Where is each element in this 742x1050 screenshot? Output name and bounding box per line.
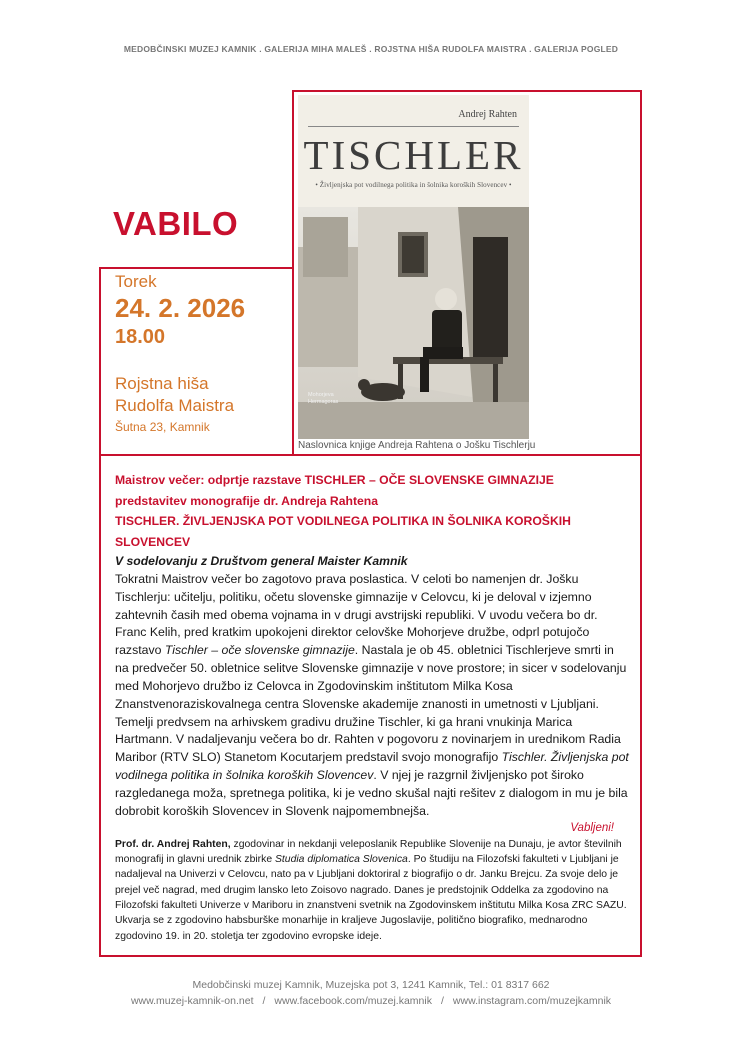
main-content bbox=[115, 470, 630, 944]
footer-separator: / bbox=[440, 995, 444, 1007]
event-day: Torek bbox=[115, 272, 157, 291]
event-description bbox=[115, 571, 630, 821]
author-bio bbox=[115, 837, 630, 945]
page-title: VABILO bbox=[113, 205, 239, 242]
monograph-title: Tischler. Življenjska pot vodilnega politika in šolnika koroških Slovencev bbox=[115, 750, 629, 783]
cover-author: Andrej Rahten bbox=[458, 109, 517, 120]
description-part-3: . V njej je razgrnil življenjsko pot široko razgledanega moža, spretnega politika, ki je vedno skušal najti rešitev z dialogom in mu je bila dobrobit koroških Slovencev in Slovenk najpomembnejša. bbox=[115, 768, 628, 818]
venue-line-2: Rudolfa Maistra bbox=[115, 396, 235, 416]
description-part-1: Tokratni Maistrov večer bo zagotovo prava poslastica. V celoti bo namenjen dr. Jošku Tischlerju: učitelju, politiku, očetu slovenske gimnazije v Celovcu, ki je deloval v izjemno zahtevnih časih med obema vojnama in v drugi avstrijski republiki. V uvodu večera bo dr. Franc Kelih, pred kratkim upokojeni direktor celovške Mohorjeve družbe, odprl potujočo razstavo bbox=[115, 571, 598, 658]
cooperation-note: V sodelovanju z Društvom general Maister Kamnik bbox=[115, 553, 408, 568]
cover-subtitle: • Življenjska pot vodilnega politika in šolnika koroških Slovencev • bbox=[315, 181, 512, 189]
exhibition-title: Tischler – oče slovenske gimnazije bbox=[164, 643, 355, 658]
bio-series-title: Studia diplomatica Slovenica bbox=[274, 853, 408, 865]
bio-part-1: zgodovinar in nekdanji veleposlanik Republike Slovenije na Dunaju, je avtor številnih monografij in glavni urednik zbirke bbox=[115, 838, 622, 865]
footer-address: Medobčinski muzej Kamnik, Muzejska pot 3, 1241 Kamnik, Tel.: 01 8317 662 bbox=[192, 979, 550, 991]
cover-divider bbox=[308, 126, 519, 127]
publisher-line-2: Hermagoras bbox=[308, 398, 339, 405]
cover-caption: Naslovnica knjige Andreja Rahtena o Jošku Tischlerju bbox=[298, 440, 536, 451]
description-part-2: . Nastala je ob 45. obletnici Tischlerjeve smrti in na predvečer 50. obletnice selitve Slovenske gimnazije v nove prostore; in sicer v sodelovanju med Mohorjevo družbo iz Celovca in Zgodovinskim inštitutom Milka Kosa Znanstvenoraziskovalnega centra Slovenske akademije znanosti in umetnosti v Ljubljani. Temelji predvsem na arhivskem gradivu družine Tischler, ki ga hrani vnukinja Marica Hartmann. V nadaljevanju večera bo dr. Rahten v pogovoru z novinarjem in urednikom Radia Maribor (RTV SLO) Stanetom Kocutarjem predstavil svojo monografijo bbox=[115, 643, 627, 765]
header-organizations: MEDOBČINSKI MUZEJ KAMNIK . GALERIJA MIHA MALEŠ . ROJSTNA HIŠA RUDOLFA MAISTRA . GALERIJA POGLED bbox=[123, 44, 619, 54]
headings bbox=[115, 470, 630, 553]
venue-line-1: Rojstna hiša bbox=[115, 374, 209, 393]
footer-separator: / bbox=[262, 995, 266, 1007]
publisher-line-1: Mohorjeva bbox=[308, 392, 334, 398]
website-link[interactable]: www.muzej-kamnik-on.net bbox=[130, 995, 254, 1007]
event-date: 24. 2. 2026 bbox=[115, 293, 246, 323]
footer-links bbox=[0, 995, 742, 1007]
event-info bbox=[115, 272, 290, 434]
welcome-note: Vabljeni! bbox=[570, 821, 614, 834]
instagram-link[interactable]: www.instagram.com/muzejkamnik bbox=[452, 995, 612, 1007]
heading-presentation: predstavitev monografije dr. Andreja Rahtena bbox=[115, 493, 379, 508]
cover-publisher bbox=[308, 392, 338, 405]
heading-exhibition: Maistrov večer: odprtje razstave TISCHLER – OČE SLOVENSKE GIMNAZIJE bbox=[115, 473, 554, 487]
cover-title: TISCHLER bbox=[303, 132, 524, 178]
book-cover bbox=[298, 95, 529, 439]
event-time: 18.00 bbox=[115, 326, 166, 348]
heading-book-title: TISCHLER. ŽIVLJENJSKA POT VODILNEGA POLITIKA IN ŠOLNIKA KOROŠKIH SLOVENCEV bbox=[115, 514, 571, 550]
event-venue bbox=[115, 373, 290, 417]
bio-part-2: . Po študiju na Filozofski fakulteti v Ljubljani je nadaljeval na Univerzi v Celovcu, nato pa v Ljubljani doktoriral z biografijo o dr. Janku Brejcu. Za svoje delo je prejel več nagrad, med drugim lansko leto Zoisovo nagrado. Danes je predstojnik Oddelka za zgodovino na Filozofski fakulteti Univerze v Mariboru in znanstveni svetnik na Zgodovinskem inštitutu Milka Kosa ZRC SAZU. Ukvarja se z zgodovino habsburške monarhije in kraljeve Jugoslavije, politično biografiko, mednarodno zgodovino 19. in 20. stoletja ter zgodovino evropske ideje. bbox=[115, 853, 627, 942]
event-address: Šutna 23, Kamnik bbox=[115, 420, 210, 435]
facebook-link[interactable]: www.facebook.com/muzej.kamnik bbox=[274, 995, 432, 1007]
bio-name: Prof. dr. Andrej Rahten, bbox=[115, 838, 231, 850]
